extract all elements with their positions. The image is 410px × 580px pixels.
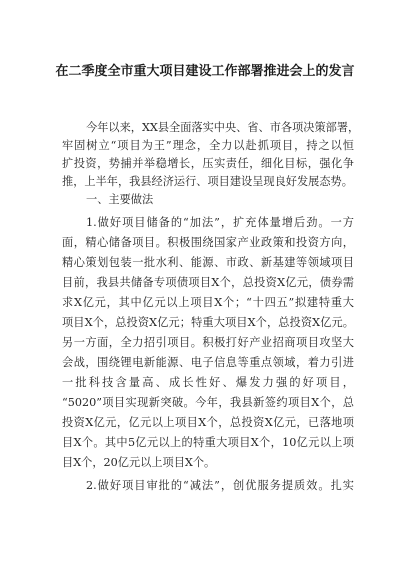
item1-line-1: 1.做好项目储备的“加法”，扩充体量增后劲。一方 [86, 216, 354, 229]
intro-line-4: 推，上半年，我县经济运行、项目建设呈现良好发展态势。 [62, 175, 353, 188]
item1-line-7: 另一方面，全力招引项目。积极打好产业招商项目攻坚大 [62, 336, 354, 349]
item1-line-3: 精心策划包装一批水利、能源、市政、新基建等领域项目 [62, 256, 354, 269]
item1-line-11: 投资X亿元，亿元以上项目X个，总投资X亿元，已落地项 [62, 416, 354, 429]
document-title: 在二季度全市重大项目建设工作部署推进会上的发言 [55, 64, 355, 79]
item1-line-5: 求X亿元，其中亿元以上项目X个；“十四五”拟建特重大 [62, 296, 354, 309]
item1-line-12: 目X个。其中5亿元以上的特重大项目X个，10亿元以上项 [62, 436, 354, 449]
item1-line-6: 项目X个，总投资X亿元；特重大项目X个，总投资X亿元。 [62, 316, 354, 329]
item2-line-1: 2.做好项目审批的“减法”，创优服务提质效。扎实 [86, 479, 354, 492]
item1-line-4: 目前，我县共储备专项债项目X个，总投资X亿元，债券需 [62, 276, 354, 289]
item1-line-10: “5020”项目实现新突破。今年，我县新签约项目X个，总 [62, 396, 354, 409]
section-heading: 一、主要做法 [86, 193, 154, 206]
item1-line-9: 一批科技含量高、成长性好、爆发力强的好项目， [62, 376, 354, 389]
intro-line-1: 今年以来，XX县全面落实中央、省、市各项决策部署， [86, 121, 360, 134]
intro-line-2: 牢固树立“项目为王”理念，全力以赴抓项目，持之以恒 [62, 139, 354, 152]
item1-line-8: 会战，围绕锂电新能源、电子信息等重点领域，着力引进 [62, 356, 354, 369]
item1-line-2: 面，精心储备项目。积极围绕国家产业政策和投资方向， [62, 236, 354, 249]
item1-line-13: 目X个，20亿元以上项目X个。 [62, 456, 216, 469]
intro-line-3: 扩投资，势捕并举稳增长，压实责任，细化目标，强化争 [62, 157, 354, 170]
